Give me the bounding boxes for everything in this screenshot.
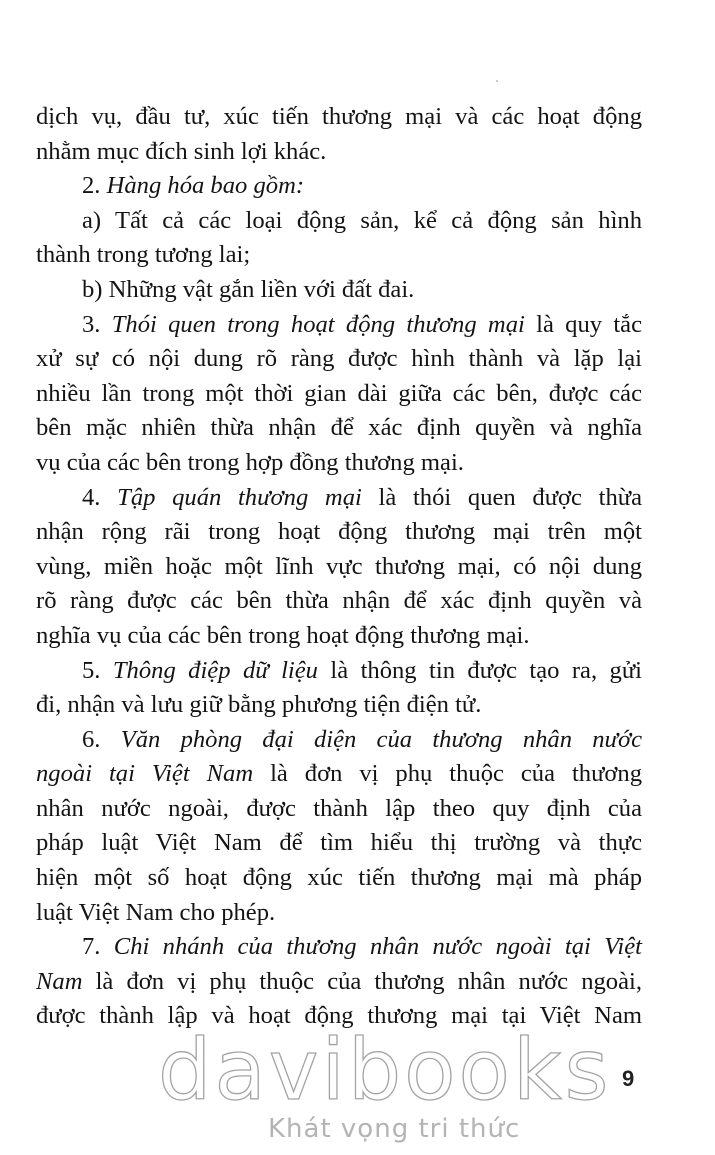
text-line: rõ ràng được các bên thừa nhận để xác định quyền và	[36, 587, 642, 615]
text-line: Nam là đơn vị phụ thuộc của thương nhân nước ngoài,	[36, 967, 642, 995]
defined-term: ngoài tại Việt Nam	[36, 760, 254, 788]
clause-6: 6. Văn phòng đại diện của thương nhân nước	[82, 725, 643, 753]
clause-5: 5. Thông điệp dữ liệu là thông tin được tạo ra, gửi	[82, 656, 643, 684]
text-line: nhiều lần trong một thời gian dài giữa các bên, được các	[36, 379, 642, 407]
page-number: 9	[622, 1066, 635, 1091]
defined-term: Nam	[36, 967, 83, 995]
text-line: dịch vụ, đầu tư, xúc tiến thương mại và các hoạt động	[36, 103, 642, 130]
text-line: thành trong tương lai;	[36, 241, 251, 269]
text-line: ngoài tại Việt Nam là đơn vị phụ thuộc của thương	[36, 760, 643, 788]
clause-2a: a) Tất cả các loại động sản, kể cả động sản hình	[82, 206, 642, 234]
paper-speck	[496, 80, 498, 82]
text-line: nghĩa vụ của các bên trong hoạt động thương mại.	[36, 621, 530, 649]
text-line: hiện một số hoạt động xúc tiến thương mại mà pháp	[36, 864, 642, 892]
text-line: nhân nước ngoài, được thành lập theo quy định của	[36, 794, 642, 822]
text-line: nhằm mục đích sinh lợi khác.	[36, 137, 327, 165]
text-line: được thành lập và hoạt động thương mại tại Việt Nam	[36, 1002, 642, 1030]
text-line: xử sự có nội dung rõ ràng được hình thành và lặp lại	[36, 345, 642, 373]
body-text	[36, 100, 642, 1034]
clause-4: 4. Tập quán thương mại là thói quen được thừa	[82, 483, 643, 511]
clause-2b: b) Những vật gắn liền với đất đai.	[82, 275, 415, 303]
text-line: luật Việt Nam cho phép.	[36, 898, 276, 926]
text-line: bên mặc nhiên thừa nhận để xác định quyền và nghĩa	[36, 414, 642, 442]
clause-3: 3. Thói quen trong hoạt động thương mại là quy tắc	[82, 310, 642, 338]
defined-term: Hàng hóa bao gồm:	[106, 172, 305, 200]
text-line: nhận rộng rãi trong hoạt động thương mại trên một	[36, 518, 642, 546]
defined-term: Tập quán thương mại	[117, 483, 362, 511]
defined-term: Thông điệp dữ liệu	[112, 656, 318, 684]
clause-2: 2. Hàng hóa bao gồm:	[82, 172, 305, 200]
defined-term: Văn phòng đại diện của thương nhân nước	[120, 725, 643, 753]
text-line: vụ của các bên trong hợp đồng thương mại.	[36, 448, 464, 476]
watermark-tagline: Khát vọng tri thức	[268, 1114, 521, 1144]
text-line: đi, nhận và lưu giữ bằng phương tiện điện tử.	[36, 691, 482, 719]
text-line: vùng, miền hoặc một lĩnh vực thương mại, có nội dung	[36, 552, 642, 580]
defined-term: Thói quen trong hoạt động thương mại	[111, 310, 525, 338]
defined-term: Chi nhánh của thương nhân nước ngoài tại Việt	[113, 933, 643, 961]
watermark-logo: davibooks	[158, 1021, 612, 1119]
clause-7: 7. Chi nhánh của thương nhân nước ngoài tại Việt	[82, 933, 643, 961]
text-line: pháp luật Việt Nam để tìm hiểu thị trường và thực	[36, 829, 642, 857]
